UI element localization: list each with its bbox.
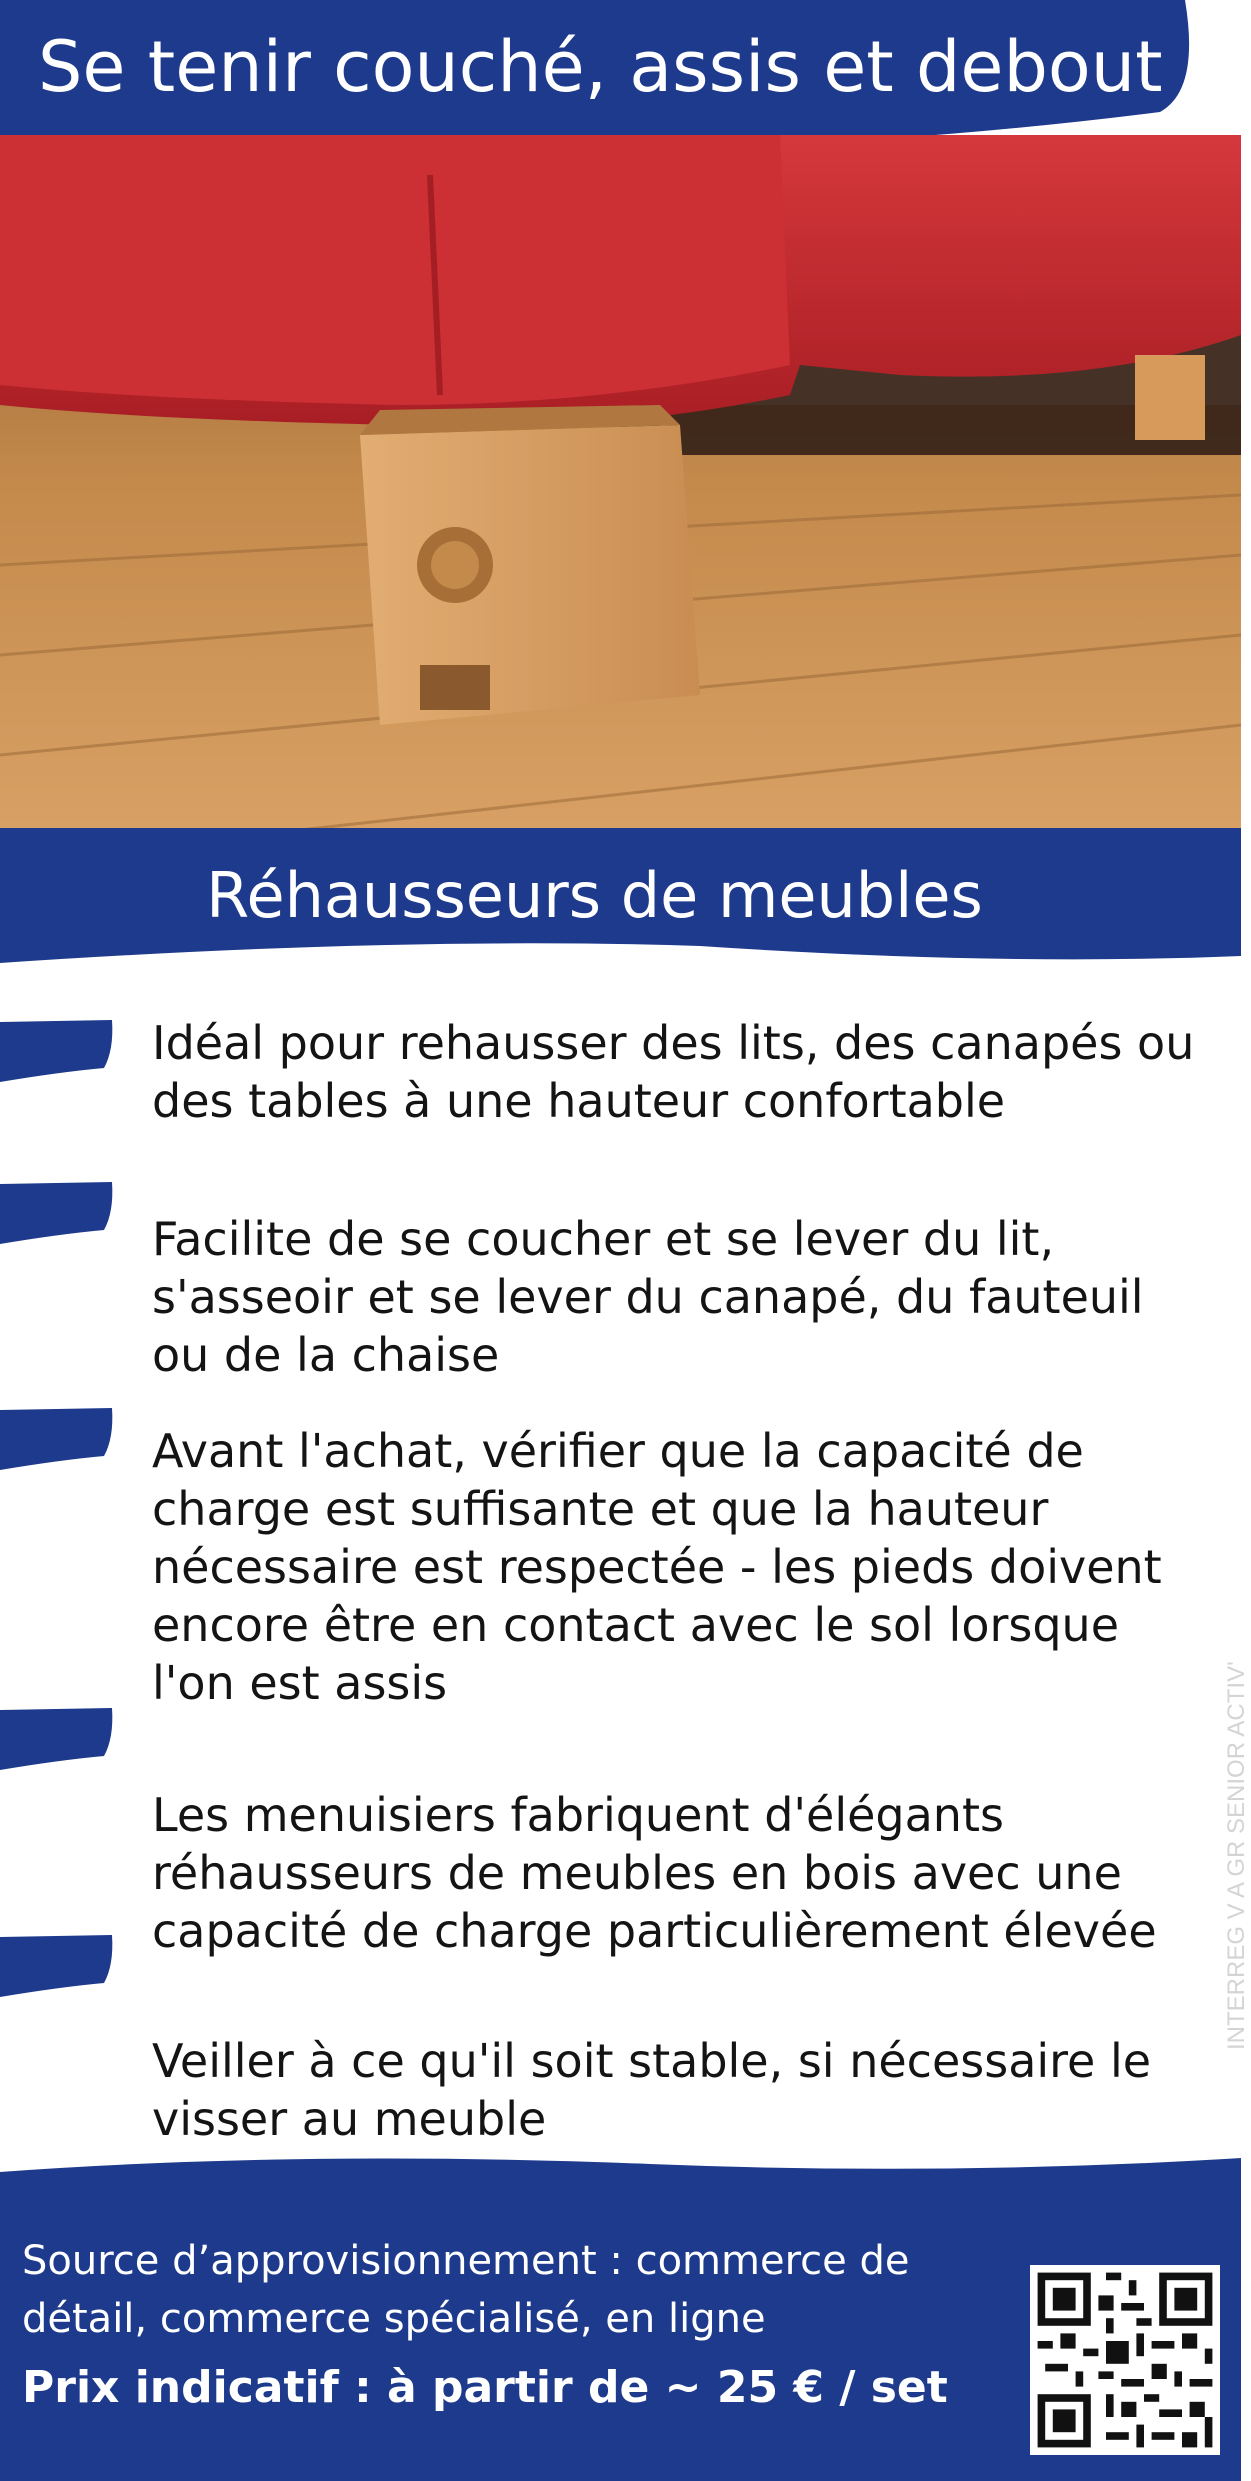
bullet-marker-4 bbox=[0, 1708, 115, 1770]
sofa-riser-photo bbox=[0, 135, 1241, 830]
bullet-text-4: Les menuisiers fabriquent d'élégants réhausseurs de meubles en bois avec une capacité de charge particulièrement élevée bbox=[152, 1788, 1157, 1958]
price-text: Prix indicatif : à partir de ~ 25 € / set bbox=[22, 2362, 948, 2413]
section-title: Réhausseurs de meubles bbox=[206, 859, 983, 932]
bullet-text-2: Facilite de se coucher et se lever du lit, s'asseoir et se lever du canapé, du fauteuil ou de la chaise bbox=[152, 1212, 1144, 1382]
bullet-marker-2 bbox=[0, 1182, 115, 1244]
page-title: Se tenir couché, assis et debout bbox=[38, 26, 1163, 108]
bullet-marker-3 bbox=[0, 1408, 115, 1470]
source-text: Source d’approvisionnement : commerce de détail, commerce spécialisé, en ligne bbox=[22, 2238, 910, 2342]
side-credit: INTERREG V A GR SENIOR ACTIV' bbox=[1223, 1661, 1250, 2050]
section-header bbox=[0, 828, 1241, 968]
bullet-text-5: Veiller à ce qu'il soit stable, si nécessaire le visser au meuble bbox=[152, 2034, 1152, 2146]
bullet-text-3: Avant l'achat, vérifier que la capacité de charge est suffisante et que la hauteur nécessaire est respectée - les pieds doivent encore être en contact avec le sol lorsque l'on est assis bbox=[152, 1424, 1162, 1710]
bullet-text-1: Idéal pour rehausser des lits, des canapés ou des tables à une hauteur confortable bbox=[152, 1016, 1195, 1128]
bullet-marker-5 bbox=[0, 1935, 115, 1997]
qr-code-icon[interactable] bbox=[1030, 2265, 1220, 2455]
bullet-marker-1 bbox=[0, 1020, 115, 1082]
